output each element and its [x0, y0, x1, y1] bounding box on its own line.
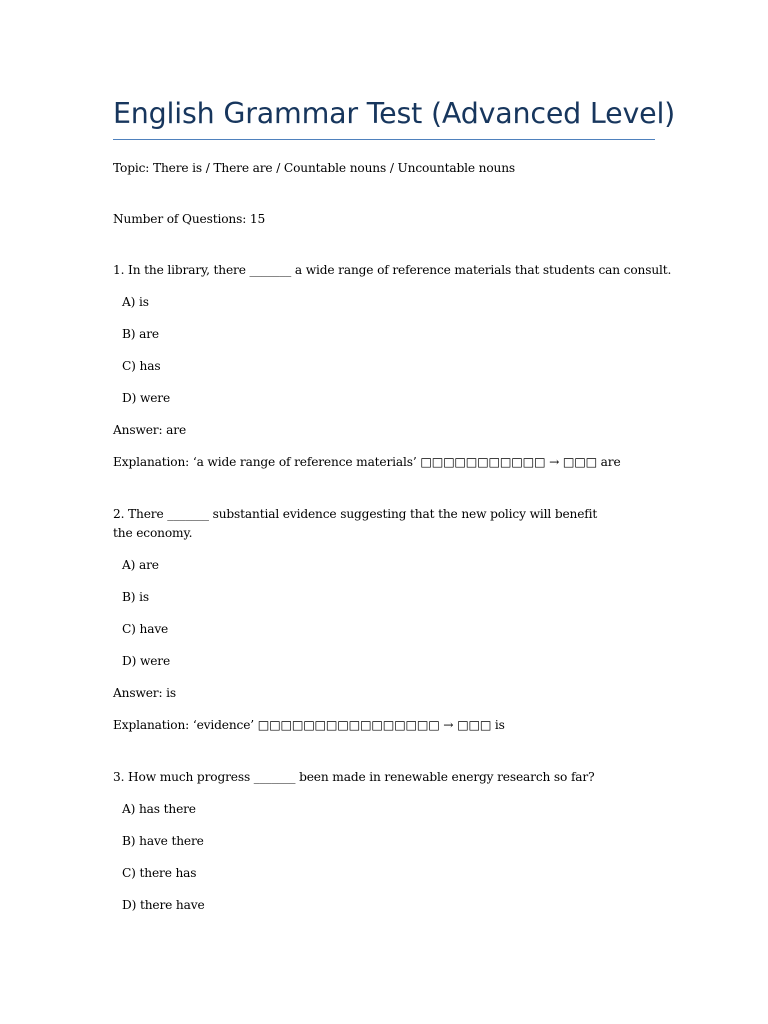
question-1-stem: 1. In the library, there _______ a wide range of reference materials that students can consult. — [113, 263, 672, 277]
question-count: Number of Questions: 15 — [113, 212, 266, 226]
question-1-explanation: Explanation: ‘a wide range of reference materials’ □□□□□□□□□□□ → □□□ are — [113, 455, 621, 469]
question-3-option-b: B) have there — [122, 834, 204, 848]
question-2-option-a: A) are — [122, 558, 159, 572]
question-1-option-d: D) were — [122, 391, 171, 405]
question-1-option-c: C) has — [122, 359, 161, 373]
question-1-option-a: A) is — [122, 295, 149, 309]
question-3-stem: 3. How much progress _______ been made in renewable energy research so far? — [113, 770, 595, 784]
question-2-stem: 2. There _______ substantial evidence suggesting that the new policy will benefit the economy. — [113, 507, 598, 540]
topic-line: Topic: There is / There are / Countable nouns / Uncountable nouns — [113, 161, 516, 175]
question-2-answer: Answer: is — [113, 686, 177, 700]
question-2-option-b: B) is — [122, 590, 149, 604]
question-3-option-a: A) has there — [122, 802, 196, 816]
question-3-option-d: D) there have — [122, 898, 205, 912]
question-2-option-c: C) have — [122, 622, 169, 636]
title-underline — [113, 139, 655, 140]
question-1-option-b: B) are — [122, 327, 159, 341]
question-3-option-c: C) there has — [122, 866, 197, 880]
question-2-explanation: Explanation: ‘evidence’ □□□□□□□□□□□□□□□□ → □□□ is — [113, 718, 505, 732]
question-2-option-d: D) were — [122, 654, 171, 668]
document-title: English Grammar Test (Advanced Level) — [113, 97, 676, 130]
question-1-answer: Answer: are — [113, 423, 187, 437]
